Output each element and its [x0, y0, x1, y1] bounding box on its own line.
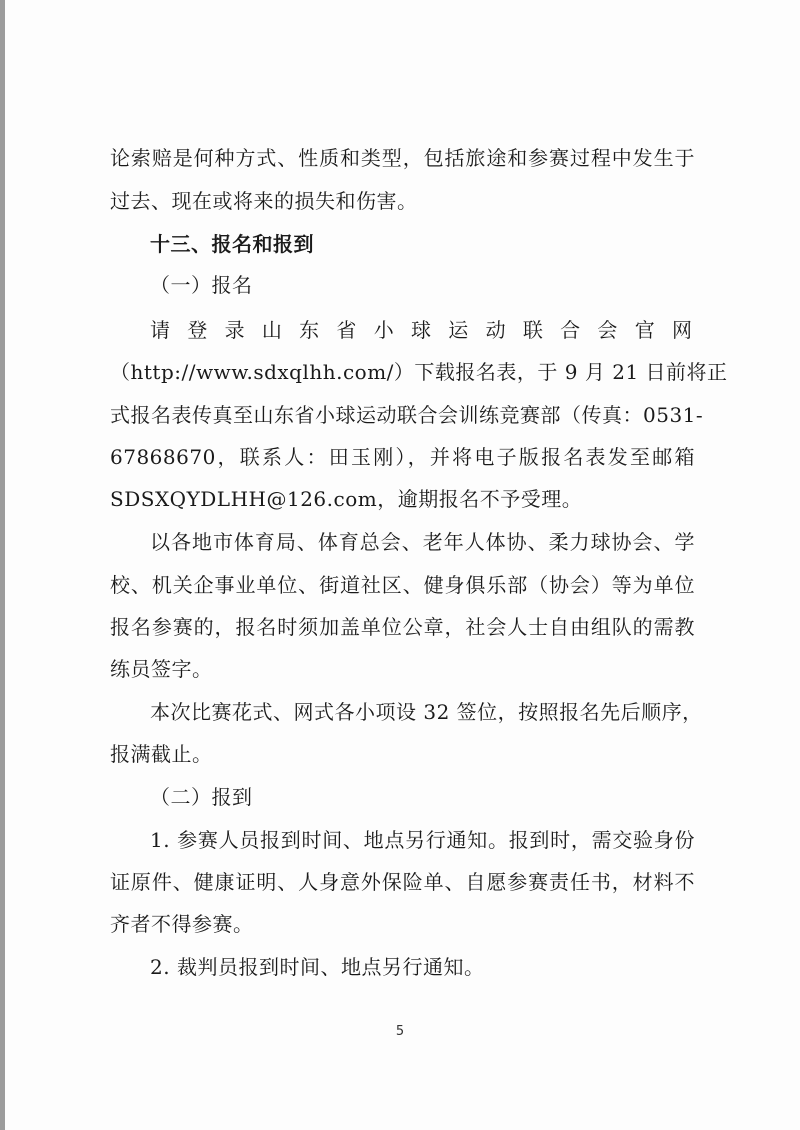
paragraph-line: 报名参赛的，报名时须加盖单位公章，社会人士自由组队的需教 [110, 615, 695, 639]
paragraph-line: 请登录山东省小球运动联合会官网 [150, 318, 695, 342]
paragraph-line: 报满截止。 [110, 742, 213, 766]
paragraph-line: 67868670，联系人：田玉刚），并将电子版报名表发至邮箱 [110, 445, 695, 469]
paragraph-line: 本次比赛花式、网式各小项设 32 签位，按照报名先后顺序， [150, 700, 703, 724]
paragraph-line: 过去、现在或将来的损失和伤害。 [110, 189, 418, 213]
paragraph-line: 式报名表传真至山东省小球运动联合会训练竞赛部（传真：0531- [110, 403, 704, 427]
scan-edge [0, 0, 5, 1130]
paragraph-line: SDSXQYDLHH@126.com，逾期报名不予受理。 [110, 487, 583, 511]
paragraph-line: 证原件、健康证明、人身意外保险单、自愿参赛责任书，材料不 [110, 870, 695, 894]
paragraph-line: 齐者不得参赛。 [110, 912, 254, 936]
paragraph-line: （http://www.sdxqlhh.com/）下载报名表，于 9 月 21 日前将正 [110, 360, 728, 384]
section-heading: 十三、报名和报到 [150, 232, 314, 256]
paragraph-line: 2. 裁判员报到时间、地点另行通知。 [150, 955, 485, 979]
paragraph-line: 练员签字。 [110, 657, 213, 681]
paragraph-line: 论索赔是何种方式、性质和类型，包括旅途和参赛过程中发生于 [110, 146, 695, 170]
paragraph-line: 校、机关企事业单位、街道社区、健身俱乐部（协会）等为单位 [110, 573, 695, 597]
subsection-heading: （二）报到 [150, 785, 253, 809]
page-number: 5 [395, 1024, 405, 1039]
paragraph-line: 以各地市体育局、体育总会、老年人体协、柔力球协会、学 [150, 530, 695, 554]
subsection-heading: （一）报名 [150, 273, 253, 297]
paragraph-line: 1. 参赛人员报到时间、地点另行通知。报到时，需交验身份 [150, 828, 695, 852]
